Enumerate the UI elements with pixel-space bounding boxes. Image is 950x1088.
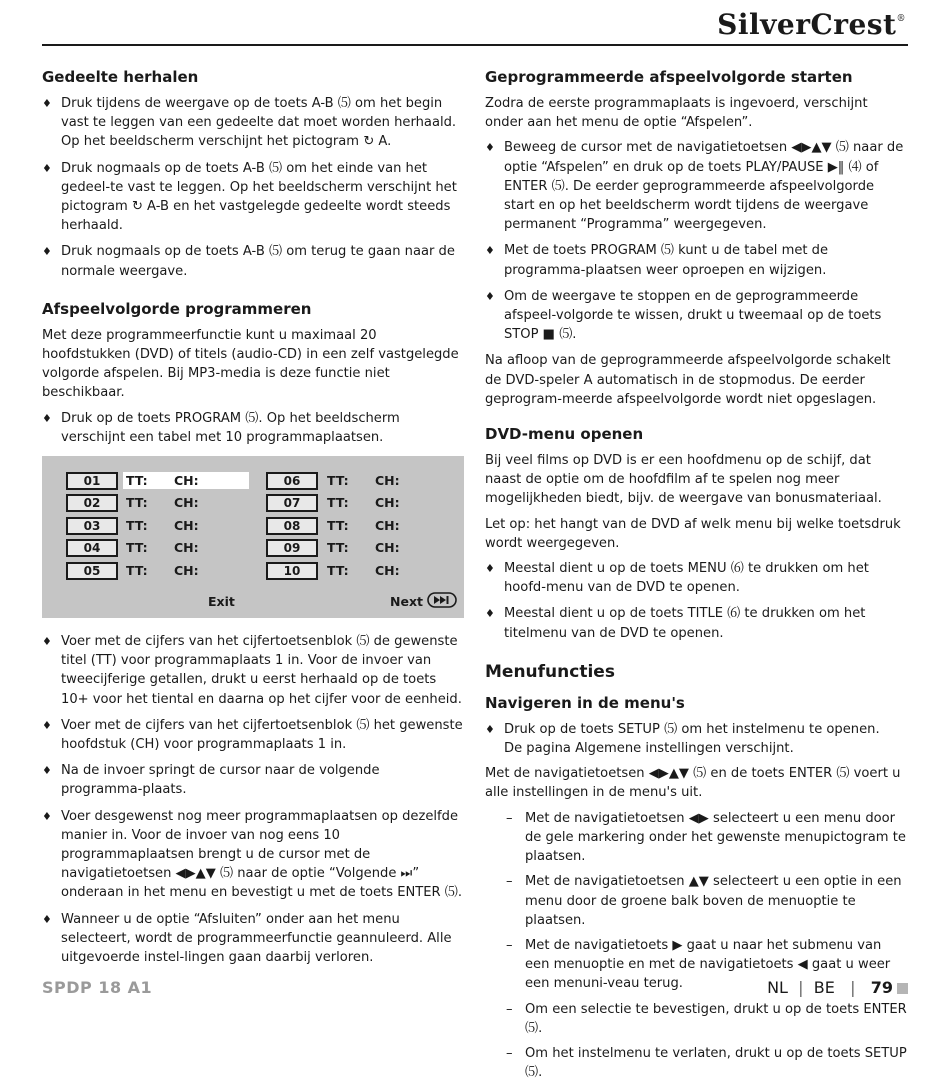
page-number: 79 [870, 978, 893, 997]
separator: | [793, 978, 809, 997]
bullet: ♦ Voer met de cijfers van het cijfertoetsenblok ⑸ de gewenste titel (TT) voor programmaplaats 1 in. Voor de invoer van tweecijferige getallen, drukt u eerst herhaald op de toets 10+ voor het tiental en daarna op het cijfer voor de eenheid. [42, 632, 463, 709]
tt-label: TT: [126, 473, 148, 489]
ch-label: CH: [375, 518, 400, 534]
tt-label: TT: [126, 518, 148, 534]
tt-label: TT: [327, 473, 349, 489]
ch-label: CH: [174, 518, 199, 534]
bullet: ♦ Druk op de toets PROGRAM ⑸. Op het beeldscherm verschijnt een tabel met 10 programmaplaatsen. [42, 409, 463, 447]
slot-number: 08 [266, 517, 318, 535]
language-nl: NL [767, 978, 788, 997]
bullet: ♦ Om de weergave te stoppen en de geprogrammeerde afspeel-volgorde te wissen, drukt u tweemaal op de toets STOP ■ ⑸. [485, 287, 908, 345]
program-table-screen [42, 456, 464, 618]
bullet: ♦ Druk op de toets SETUP ⑸ om het instelmenu te openen. [485, 720, 908, 739]
bullet: ♦ Meestal dient u op de toets TITLE ⑹ te drukken om het titelmenu van de DVD te openen. [485, 604, 908, 642]
skip-forward-icon [427, 592, 457, 613]
slot-number: 01 [66, 472, 118, 490]
section-title-dvd-menu: DVD-menu openen [485, 425, 644, 444]
next-option [390, 592, 457, 613]
section-title-navigate: Navigeren in de menu's [485, 693, 685, 712]
ch-label: CH: [375, 563, 400, 579]
section-title-start: Geprogrammeerde afspeelvolgorde starten [485, 68, 853, 86]
tt-label: TT: [327, 540, 349, 556]
bullet: ♦ Beweeg de cursor met de navigatietoetsen ◀▶▲▼ ⑸ naar de optie “Afspelen” en druk op de toets PLAY/PAUSE ▶‖ ⑷ of ENTER ⑸. De eerder geprogrammeerde afspeelvolgorde start en op het beeldscherm wordt tijdens de weergave permanent “Programma” weergegeven. [485, 138, 908, 234]
bullet: ♦ Voer met de cijfers van het cijfertoetsenblok ⑸ het gewenste hoofdstuk (CH) voor programmaplaats 1 in. [42, 716, 463, 754]
ch-label: CH: [375, 473, 400, 489]
paragraph: Zodra de eerste programmaplaats is ingevoerd, verschijnt onder aan het menu de optie “Afspelen”. [485, 96, 868, 131]
language-be: BE [813, 978, 835, 997]
ch-label: CH: [174, 495, 199, 511]
page-footer [767, 978, 908, 998]
header-rule [42, 44, 908, 46]
ch-label: CH: [174, 473, 199, 489]
right-column [485, 68, 908, 1088]
dash-item: – Met de navigatietoetsen ◀▶ selecteert u een menu door de gele markering onder het gewenste menupictogram te plaatsen. [485, 809, 908, 867]
bullet: ♦ Met de toets PROGRAM ⑸ kunt u de tabel met de programma-plaatsen weer oproepen en wijzigen. [485, 241, 908, 279]
bullet: ♦ Meestal dient u op de toets MENU ⑹ te drukken om het hoofd-menu van de DVD te openen. [485, 559, 908, 597]
slot-number: 06 [266, 472, 318, 490]
brand-logo: SilverCrest® [717, 8, 906, 41]
ch-label: CH: [375, 540, 400, 556]
dash-item: – Met de navigatietoetsen ▲▼ selecteert u een optie in een menu door de groene balk boven de menuoptie te plaatsen. [485, 872, 908, 930]
square-icon [897, 983, 908, 994]
section-title-menu-functions: Menufuncties [485, 661, 615, 682]
bullet: ♦ Na de invoer springt de cursor naar de volgende programma-plaats. [42, 761, 463, 799]
bullet: ♦ Druk tijdens de weergave op de toets A-B ⑸ om het begin vast te leggen van een gedeelte dat moet worden herhaald. Op het beeldscherm verschijnt het pictogram ↻ A. [42, 94, 463, 152]
tt-label: TT: [327, 563, 349, 579]
tt-label: TT: [126, 563, 148, 579]
slot-number: 07 [266, 494, 318, 512]
next-label: Next [390, 594, 423, 610]
ch-label: CH: [375, 495, 400, 511]
slot-number: 05 [66, 562, 118, 580]
paragraph: Met deze programmeerfunctie kunt u maximaal 20 hoofdstukken (DVD) of titels (audio-CD) in een zelf vastgelegde volgorde afspelen. Bij MP3-media is deze functie niet beschikbaar. [42, 327, 459, 401]
dash-item: – Om een selectie te bevestigen, drukt u op de toets ENTER ⑸. [485, 1000, 908, 1038]
exit-option: Exit [208, 594, 235, 610]
bullet: ♦ Wanneer u de optie “Afsluiten” onder aan het menu selecteert, wordt de programmeerfunctie geannuleerd. Alle uitgevoerde instel-lingen gaan daarbij verloren. [42, 910, 463, 968]
separator: | [839, 978, 866, 997]
ch-label: CH: [174, 563, 199, 579]
tt-label: TT: [327, 495, 349, 511]
slot-number: 04 [66, 539, 118, 557]
slot-number: 03 [66, 517, 118, 535]
section-title-repeat: Gedeelte herhalen [42, 68, 199, 86]
dash-item: – Met de navigatietoets ▶ gaat u naar het submenu van een menuoptie en met de navigatietoets ◀ gaat u weer een menuni-veau terug. [485, 936, 908, 994]
dash-item: – Om het instelmenu te verlaten, drukt u op de toets SETUP ⑸. [485, 1044, 908, 1082]
left-column [42, 68, 463, 974]
bullet: ♦ Druk nogmaals op de toets A-B ⑸ om terug te gaan naar de normale weergave. [42, 242, 463, 280]
tt-label: TT: [126, 540, 148, 556]
slot-number: 10 [266, 562, 318, 580]
tt-label: TT: [126, 495, 148, 511]
section-title-program: Afspeelvolgorde programmeren [42, 299, 312, 318]
slot-number: 02 [66, 494, 118, 512]
paragraph: Met de navigatietoetsen ◀▶▲▼ ⑸ en de toets ENTER ⑸ voert u alle instellingen in de menu's uit. [485, 766, 901, 801]
ch-label: CH: [174, 540, 199, 556]
paragraph: De pagina Algemene instellingen verschijnt. [504, 741, 794, 757]
model-number: SPDP 18 A1 [42, 978, 153, 997]
bullet: ♦ Druk nogmaals op de toets A-B ⑸ om het einde van het gedeel-te vast te leggen. Op het beeldscherm verschijnt het pictogram ↻ A-B en het vastgelegde gedeelte wordt steeds herhaald. [42, 159, 463, 236]
paragraph: Na afloop van de geprogrammeerde afspeelvolgorde schakelt de DVD-speler A automatisch in de stopmodus. De eerder geprogram-meerde afspeelvolgorde wordt niet opgeslagen. [485, 353, 891, 407]
tt-label: TT: [327, 518, 349, 534]
slot-number: 09 [266, 539, 318, 557]
paragraph: Let op: het hangt van de DVD af welk menu bij welke toetsdruk wordt weergegeven. [485, 516, 901, 551]
bullet: ♦ Voer desgewenst nog meer programmaplaatsen op dezelfde manier in. Voor de invoer van nog eens 10 programmaplaatsen brengt u de cursor met de navigatietoetsen ◀▶▲▼ ⑸ naar de optie “Volgende ⏭” onderaan in het menu en bevestigt u met de toets ENTER ⑸. [42, 807, 463, 903]
paragraph: Bij veel films op DVD is er een hoofdmenu op de schijf, dat naast de optie om de hoofdfilm af te spelen nog meer mogelijkheden biedt, bijv. de weergave van bonusmateriaal. [485, 453, 882, 507]
